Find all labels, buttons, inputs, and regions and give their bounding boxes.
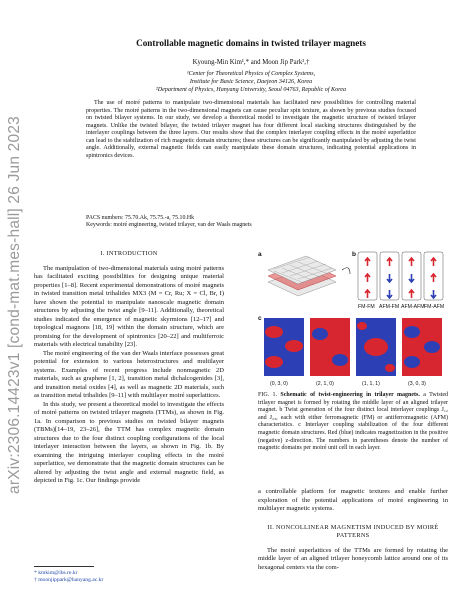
pacs-numbers: PACS numbers: 75.70.Ak, 75.75.-a, 75.10.Hk <box>86 215 195 221</box>
domain-map-3 <box>356 318 396 376</box>
stack-label: AFM-FM <box>379 304 400 310</box>
stacking-configurations <box>358 252 444 310</box>
domain-map-1 <box>264 318 304 376</box>
stack-label: FM-AFM <box>424 304 445 310</box>
domain-label: (2, 1, 0) <box>316 381 334 387</box>
domain-map-4 <box>402 318 442 376</box>
keywords: Keywords: moiré engineering, twisted trilayer, van der Waals magnets <box>86 222 252 229</box>
section-heading-introduction: I. INTRODUCTION <box>100 250 158 257</box>
stack-label: FM-FM <box>358 304 375 310</box>
left-column <box>34 250 224 486</box>
figure-1-caption <box>258 392 448 453</box>
domain-map-2 <box>310 318 350 376</box>
caption-body: a Twisted trilayer magnet is formed by rotating the middle layer of an aligned trilayer magnet. b Twist generation of the four distinct local interlayer couplings J₁₂ and J₂₃, each with either ferromagnetic (FM) or antiferromagnetic (AFM) characteristics. c Interlayer coupling stabilization of the four different magnetic domain structures. Red (blue) indicates magnetization in the positive (negative) z-direction. The numbers in parentheses denote the number of magnetic domains per moiré unit cell in each layer. <box>258 392 449 452</box>
arxiv-stamp: arXiv:2306.14423v1 [cond-mat.mes-hall] 26 Jun 2023 <box>6 116 24 494</box>
domain-maps <box>264 318 442 387</box>
stack-fm-afm <box>424 252 443 300</box>
paragraph: a controllable platform for magnetic textures and enable further exploration of the potential applications of moiré engineering in multilayer magnetic systems. <box>258 488 448 512</box>
footnote-email[interactable]: * kmkim@ibs.re.kr <box>34 570 78 576</box>
figure-1 <box>258 248 448 390</box>
affiliations <box>60 70 442 95</box>
paragraph: In this study, we present a theoretical model to investigate the effects of moiré patterns on twisted trilayer magnets (TTMs), as shown in Fig. 1a. In comparison to previous studies on twisted bilayer magnets (TBMs)[14–19, 23–26], the TTM has complex magnetic domain structures due to the four distinct coupling configurations of the local interlayer interaction between the layers, as shown in Fig. 1b. By examining the intriguing interlayer coupling effects in the moiré superlattice, we demonstrate that the magnetic domain structures can be altered by adjusting the twist angle and external magnetic field, as depicted in Fig. 1c. Our findings provide <box>34 400 224 484</box>
caption-lead: FIG. 1. <box>258 392 278 398</box>
paper-title: Controllable magnetic domains in twisted trilayer magnets <box>136 38 366 48</box>
panel-label-c: c <box>258 315 262 322</box>
footnote-rule <box>34 566 94 567</box>
caption-title: Schematic of twist-engineering in trilayer magnets. <box>280 392 420 398</box>
affiliation-line: Institute for Basic Science, Daejeon 34126, Korea <box>189 79 313 86</box>
affiliation-line: ²Department of Physics, Hanyang University, Seoul 04763, Republic of Korea <box>155 87 347 94</box>
paragraph: The moiré engineering of the van der Waals interface possesses great potential for extension to various heterostructures and multilayer systems. Examples of recent progress include nonmagnetic 2D materials, such as graphene [1, 2], transition metal dichalcogenides [3], and transition metal oxides [4], as well as magnetic 2D materials, such as transition metal trihalides [9–11] with multilayer moiré superlattices. <box>34 349 224 399</box>
stack-afm-fm <box>380 252 399 300</box>
domain-label: (1, 1, 1) <box>362 381 380 387</box>
domain-label: (3, 0, 3) <box>408 381 426 387</box>
authors: Kyoung-Min Kim¹,* and Moon Jip Park²,† <box>192 59 310 66</box>
paragraph: The moiré superlattices of the TTMs are formed by rotating the middle layer of an aligned trilayer honeycomb lattice around one of its hexagonal centers via the com- <box>258 546 448 571</box>
paragraph: The manipulation of two-dimensional materials using moiré patterns has facilitated exciting possibilities for designing unique material properties [1–8]. Recent experimental demonstrations of moiré magnets in twisted transition metal trihalides MX3 (M = Cr, Ru; X = Cl, Br, I) have shown the potential to manipulate nanoscale magnetic domain structures by adjusting the twist angle [9–11]. Additionally, theoretical studies indicated the emergence of magnetic skyrmions [12–17] and topological magnons [18, 19] within the domain structure, which are promising for the development of spintronics [20–22] and multiferroic materials with electrical tunability [23]. <box>34 264 224 348</box>
domain-label: (0, 3, 0) <box>270 381 288 387</box>
right-column <box>258 488 448 572</box>
abstract: The use of moiré patterns to manipulate two-dimensional materials has facilitated new possibilities for controlling material properties. The moiré patterns in the two-dimensional magnets can cause peculiar spin texture, as shown by previous studies focused on twisted bilayer systems. In our study, we develop a theoretical model to investigate the magnetic structure of twisted trilayer magnets. Unlike the twisted bilayer, the twisted trilayer magnet has four different local stacking structures distinguished by the interlayer couplings between the three layers. Our results show that the complex interlayer coupling effects in the moiré superlattice can lead to the stabilization of rich magnetic domain structures; these structures can be significantly manipulated by adjusting the twist angle. Additionally, external magnetic fields can easily manipulate these domain structures, indicating potential applications in spintronics devices. <box>86 100 416 159</box>
panel-label-b: b <box>352 251 356 258</box>
trilayer-lattice <box>268 256 350 296</box>
pacs-block <box>86 215 416 230</box>
figure-1-graphic <box>258 248 448 390</box>
footnote-email[interactable]: † moonjippark@hanyang.ac.kr <box>34 577 104 584</box>
footnotes <box>34 570 224 585</box>
affiliation-line: ¹Center for Theoretical Physics of Complex Systems, <box>186 71 316 77</box>
section-heading-noncollinear: II. NONCOLLINEAR MAGNETISM INDUCED BY MOIRÉ PATTERNS <box>267 523 439 539</box>
stack-label: AFM-AFM <box>401 304 425 310</box>
stack-fm-fm <box>358 252 377 300</box>
panel-label-a: a <box>258 251 262 258</box>
stack-afm-afm <box>402 252 421 300</box>
